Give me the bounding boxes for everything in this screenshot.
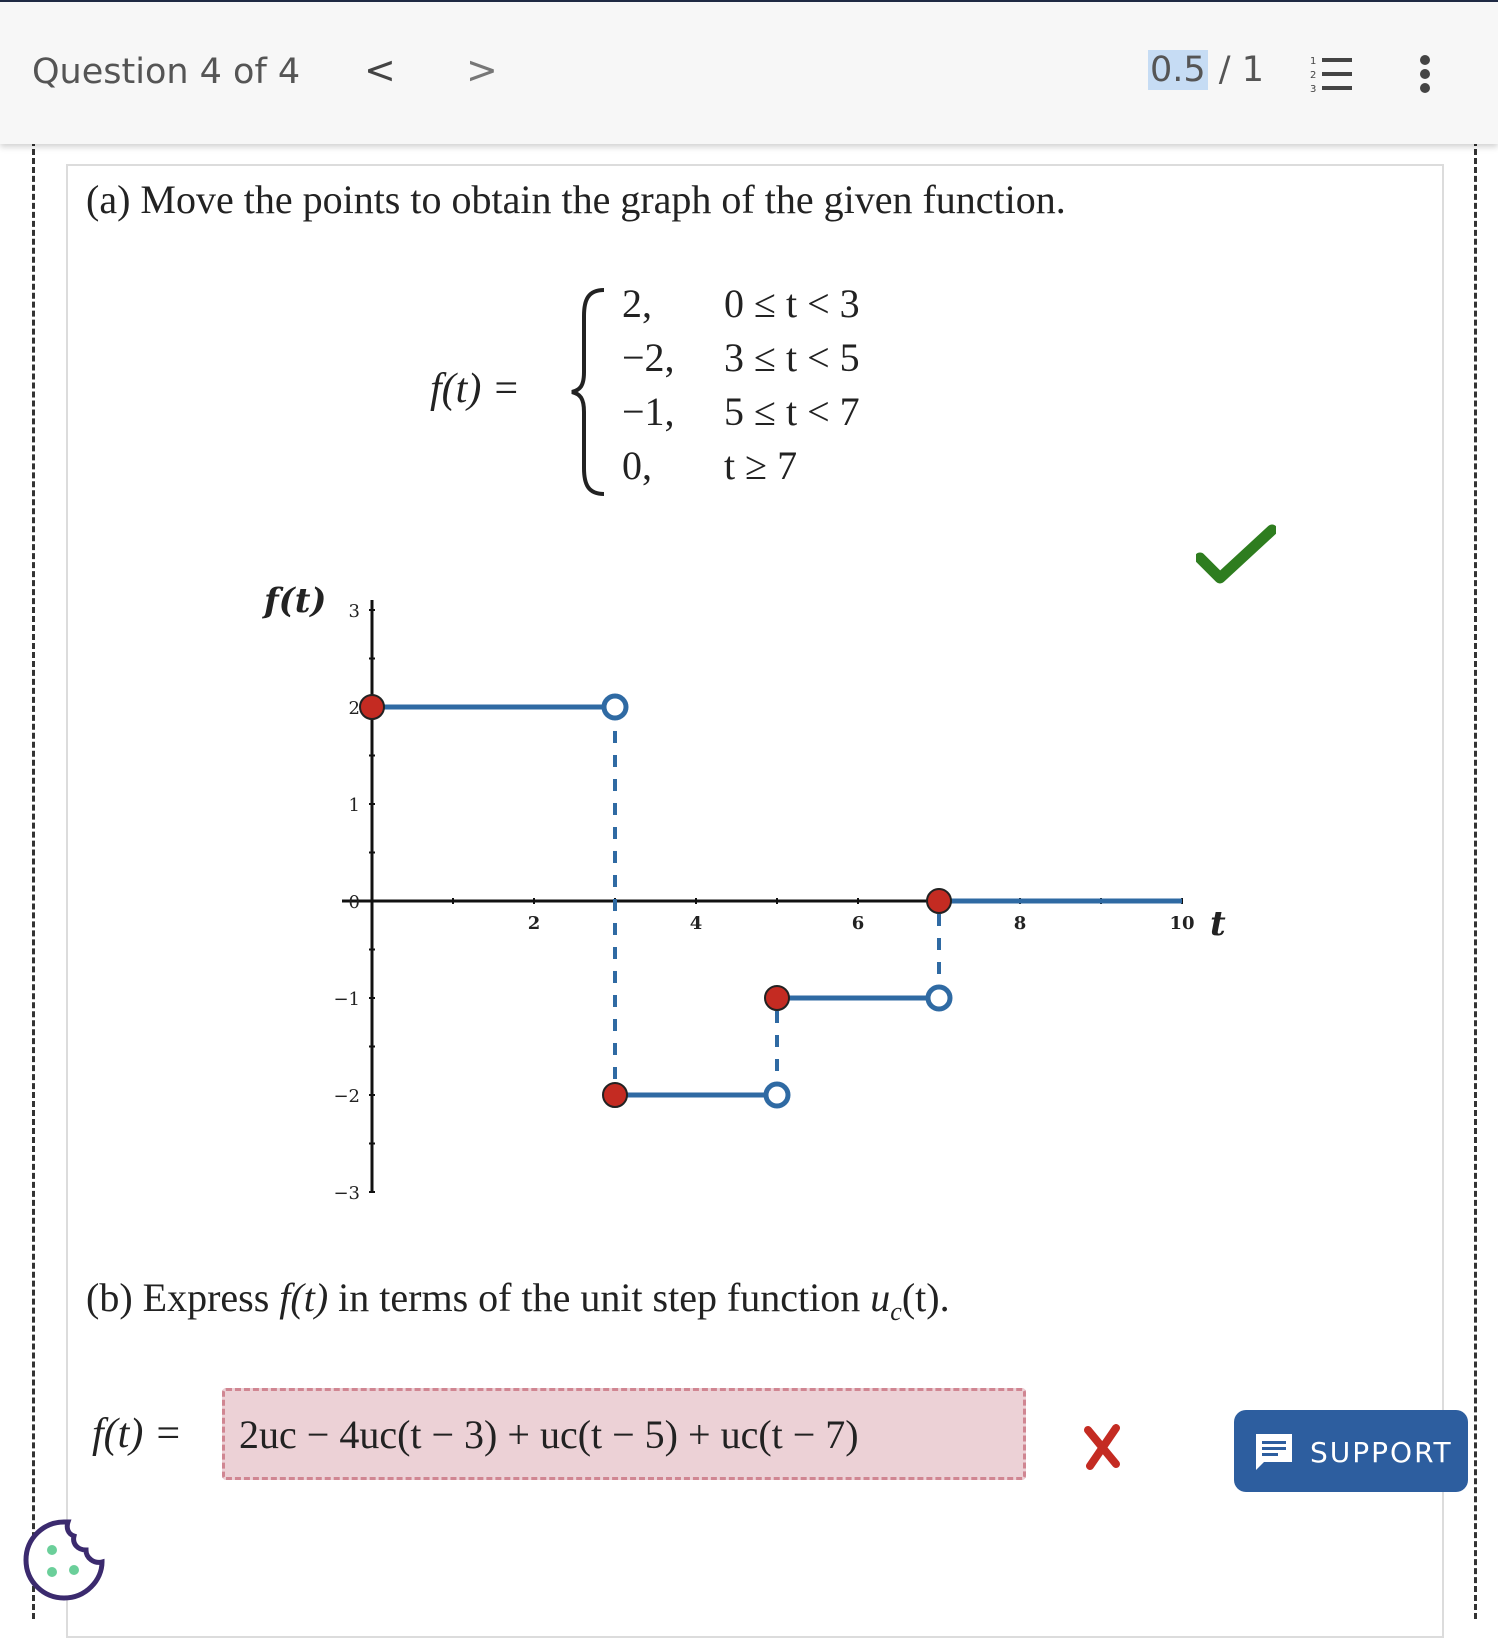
y-tick-label: −1 (333, 989, 360, 1010)
part-b-prompt (86, 1274, 950, 1327)
answer-value: 2uc − 4uc(t − 3) + uc(t − 5) + uc(t − 7) (239, 1412, 859, 1457)
top-bar (0, 0, 1498, 144)
draggable-point-3[interactable] (765, 986, 789, 1010)
check-icon (1196, 524, 1276, 584)
case-3-condition: 5 ≤ t < 7 (724, 389, 860, 434)
y-tick-label: 3 (348, 601, 360, 622)
right-dashed-border (1474, 140, 1477, 1619)
score-value: 0.5 (1150, 50, 1206, 90)
score-total: / 1 (1207, 50, 1264, 90)
y-tick-label: −2 (333, 1086, 360, 1107)
x-tick-label: 6 (851, 913, 865, 934)
score-display (1148, 50, 1264, 90)
part-b-mid: in terms of the unit step function (328, 1275, 871, 1320)
x-tick-label: 8 (1013, 913, 1027, 934)
draggable-point-4[interactable] (927, 889, 951, 913)
support-button[interactable] (1234, 1410, 1468, 1492)
open-endpoint-2 (766, 1084, 788, 1106)
part-b-u: u (870, 1275, 891, 1320)
part-b-u-arg: (t). (901, 1275, 950, 1320)
cookie-icon[interactable] (22, 1518, 106, 1602)
part-b-f: f(t) (279, 1275, 329, 1320)
x-axis-label: t (1210, 904, 1226, 944)
case-2-value: −2, (622, 335, 675, 380)
open-endpoint-3 (928, 987, 950, 1009)
y-tick-label: 0 (348, 892, 360, 913)
left-brace (570, 286, 610, 498)
case-3-value: −1, (622, 389, 675, 434)
left-dashed-border (32, 140, 35, 1619)
cross-icon (1082, 1424, 1122, 1470)
x-tick-label: 4 (689, 913, 703, 934)
x-tick-label: 2 (527, 913, 541, 934)
open-endpoint-1 (604, 696, 626, 718)
svg-text:1: 1 (1310, 56, 1317, 67)
case-4-value: 0, (622, 443, 652, 488)
chat-icon (1252, 1430, 1296, 1474)
y-tick-label: −3 (333, 1183, 360, 1204)
answer-input[interactable] (222, 1388, 1026, 1480)
case-4-condition: t ≥ 7 (724, 443, 798, 488)
numbered-list-icon[interactable] (1310, 54, 1356, 99)
question-counter: Question 4 of 4 (32, 52, 301, 92)
x-tick-label: 10 (1169, 913, 1195, 934)
answer-lhs: f(t) = (92, 1411, 183, 1457)
draggable-point-2[interactable] (603, 1083, 627, 1107)
y-tick-label: 1 (348, 795, 360, 816)
y-tick-label: 2 (348, 698, 360, 719)
more-vertical-icon[interactable] (1418, 54, 1432, 99)
svg-text:2: 2 (1310, 70, 1317, 81)
support-label: SUPPORT (1310, 1436, 1453, 1469)
svg-text:3: 3 (1310, 84, 1317, 94)
draggable-point-1[interactable] (360, 695, 384, 719)
previous-question-button[interactable]: < (364, 48, 396, 92)
step-function-graph[interactable] (250, 580, 1250, 1220)
part-b-prefix: (b) Express (86, 1275, 280, 1320)
y-axis-label: f(t) (264, 581, 327, 621)
case-2-condition: 3 ≤ t < 5 (724, 335, 860, 380)
case-1-value: 2, (622, 281, 652, 326)
part-b-u-sub: c (890, 1297, 902, 1326)
case-1-condition: 0 ≤ t < 3 (724, 281, 860, 326)
next-question-button[interactable]: > (466, 48, 498, 92)
part-a-prompt: (a) Move the points to obtain the graph of the given function. (86, 177, 1066, 222)
piecewise-lhs: f(t) = (430, 366, 521, 412)
